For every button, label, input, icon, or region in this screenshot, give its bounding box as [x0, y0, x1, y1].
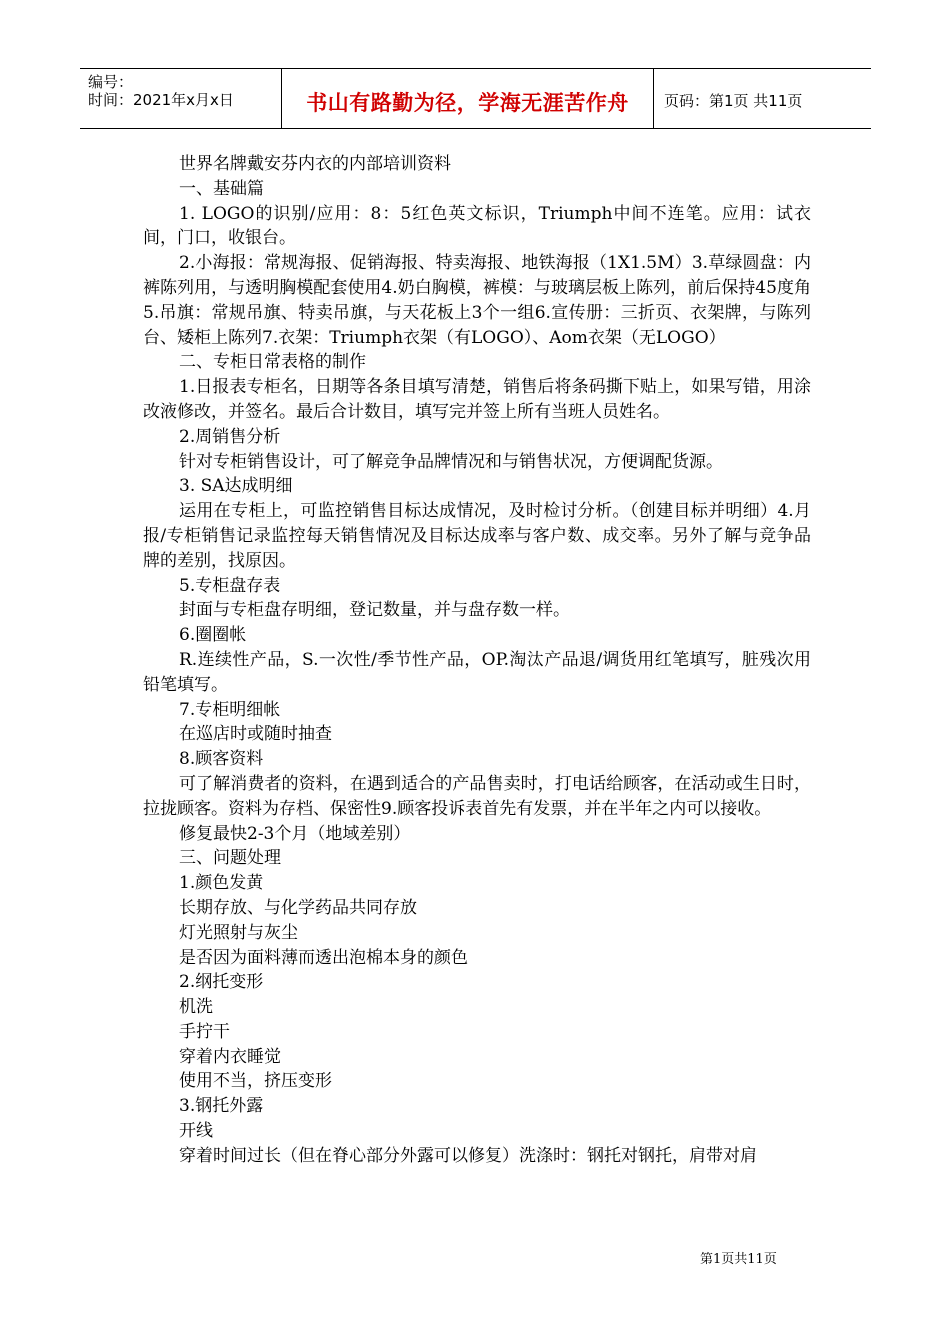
paragraph: 穿着时间过长（但在脊心部分外露可以修复）洗涤时：钢托对钢托，肩带对肩	[179, 1145, 757, 1166]
paragraph: 2.周销售分析	[179, 426, 281, 447]
paragraph: 修复最快2-3个月（地域差别）	[179, 823, 411, 844]
paragraph: 机洗	[179, 997, 213, 1018]
footer-page-number: 第1页共11页	[700, 1252, 777, 1267]
paragraph: 世界名牌戴安芬内衣的内部培训资料	[179, 154, 451, 174]
paragraph: 使用不当，挤压变形	[179, 1071, 332, 1092]
paragraph: 3. SA达成明细	[179, 476, 293, 497]
paragraph: 6.圈圈帐	[179, 625, 247, 646]
paragraph: 二、专柜日常表格的制作	[179, 352, 366, 373]
paragraph: 7.专柜明细帐	[179, 699, 281, 720]
paragraph: 长期存放、与化学药品共同存放	[179, 897, 417, 918]
paragraph: 2.小海报：常规海报、促销海报、特卖海报、地铁海报（1X1.5M）3.草绿圆盘：内裤陈列用，与透明胸模配套使用4.奶白胸模，裤模：与玻璃层板上陈列，前后保持45度角5.吊旗：常规吊旗、特卖吊旗，与天花板上3个一组6.宣传册：三折页、衣架牌，与陈列台、矮柜上陈列7.衣架：Triumph衣架（有LOGO）、Aom衣架（无LOGO）	[143, 253, 811, 348]
paragraph: 运用在专柜上，可监控销售目标达成情况，及时检讨分析。（创建目标并明细）4.月报/专柜销售记录监控每天销售情况及目标达成率与客户数、成交率。另外了解与竞争品牌的差别，找原因。	[143, 501, 811, 571]
paragraph: 三、问题处理	[179, 848, 281, 869]
document-header	[80, 68, 871, 129]
paragraph: 手拧干	[179, 1021, 230, 1042]
header-slogan: 书山有路勤为径，学海无涯苦作舟	[306, 91, 629, 115]
paragraph: 灯光照射与灰尘	[179, 922, 298, 943]
header-meta-cell	[80, 69, 282, 128]
document-number-label: 编号：	[88, 73, 134, 91]
paragraph: 3.钢托外露	[179, 1096, 264, 1117]
paragraph: 开线	[179, 1121, 213, 1142]
paragraph: 1.日报表专柜名，日期等各条目填写清楚，销售后将条码撕下贴上，如果写错，用涂改液修改，并签名。最后合计数目，填写完并签上所有当班人员姓名。	[143, 377, 811, 422]
paragraph: 针对专柜销售设计，可了解竞争品牌情况和与销售状况，方便调配货源。	[179, 451, 723, 472]
paragraph: 5.专柜盘存表	[179, 575, 281, 596]
paragraph: 1.颜色发黄	[179, 873, 264, 894]
paragraph: R.连续性产品，S.一次性/季节性产品，OP.淘汰产品退/调货用红笔填写，脏残次用铅笔填写。	[143, 649, 811, 695]
paragraph: 1. LOGO的识别/应用：8：5红色英文标识，Triumph中间不连笔。应用：试衣间，门口，收银台。	[143, 203, 811, 249]
paragraph: 可了解消费者的资料，在遇到适合的产品售卖时，打电话给顾客，在活动或生日时，拉拢顾客。资料为存档、保密性9.顾客投诉表首先有发票，并在半年之内可以接收。	[143, 773, 811, 819]
paragraph: 2.纲托变形	[179, 972, 264, 993]
paragraph: 在巡店时或随时抽查	[179, 724, 332, 745]
paragraph: 一、基础篇	[179, 178, 264, 199]
paragraph: 是否因为面料薄而透出泡棉本身的颜色	[179, 947, 468, 968]
document-body	[143, 152, 811, 1169]
document-date-label: 时间：2021年x月x日	[88, 91, 234, 109]
header-page-cell	[654, 69, 871, 128]
paragraph: 封面与专柜盘存明细，登记数量，并与盘存数一样。	[179, 600, 570, 621]
paragraph: 8.顾客资料	[179, 749, 264, 770]
header-slogan-cell	[282, 69, 654, 128]
paragraph: 穿着内衣睡觉	[179, 1046, 281, 1067]
header-page-info: 页码：第1页 共11页	[664, 92, 803, 110]
